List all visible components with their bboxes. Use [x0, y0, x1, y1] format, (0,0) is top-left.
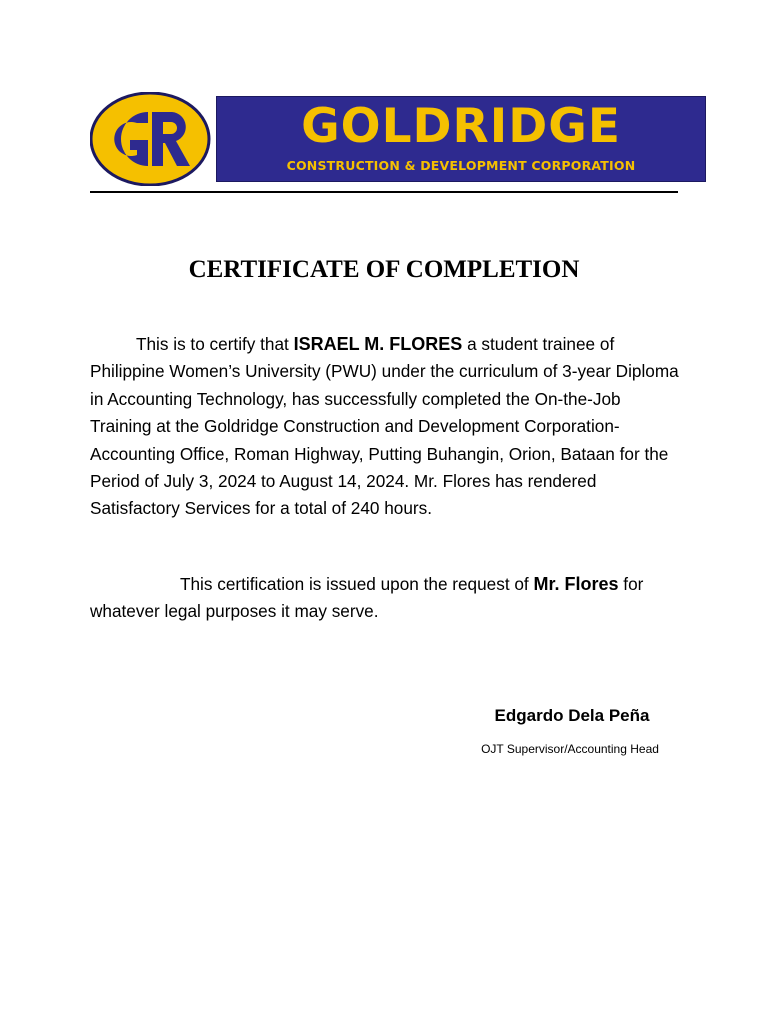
trainee-name: ISRAEL M. FLORES [293, 334, 463, 354]
signatory-name: Edgardo Dela Peña [494, 706, 650, 725]
company-banner [216, 96, 706, 182]
certificate-title: CERTIFICATE OF COMPLETION [188, 256, 580, 283]
letterhead [90, 92, 708, 188]
para2-prefix: This certification is issued upon the request of [180, 574, 534, 594]
company-tagline: CONSTRUCTION & DEVELOPMENT CORPORATION [286, 158, 636, 173]
gr-monogram-logo-icon [90, 92, 212, 186]
company-name: GOLDRIDGE [301, 99, 621, 154]
para1-prefix: This is to certify that [136, 334, 294, 354]
para2-body: for whatever legal purposes it may serve. [90, 574, 644, 622]
requester-name: Mr. Flores [533, 574, 619, 594]
purpose-paragraph [90, 571, 680, 626]
certification-paragraph [90, 331, 680, 523]
signatory-title: OJT Supervisor/Accounting Head [481, 742, 659, 756]
para1-body: a student trainee of Philippine Women’s University (PWU) under the curriculum of 3-year Diploma in Accounting Technology, has successfully completed the On-the-Job Training at the Goldridge Construction and Development Corporation-Accounting Office, Roman Highway, Putting Buhangin, Orion, Bataan for the Period of July 3, 2024 to August 14, 2024. Mr. Flores has rendered Satisfactory Services for a total of 240 hours. [90, 334, 679, 519]
letterhead-divider [90, 191, 678, 193]
